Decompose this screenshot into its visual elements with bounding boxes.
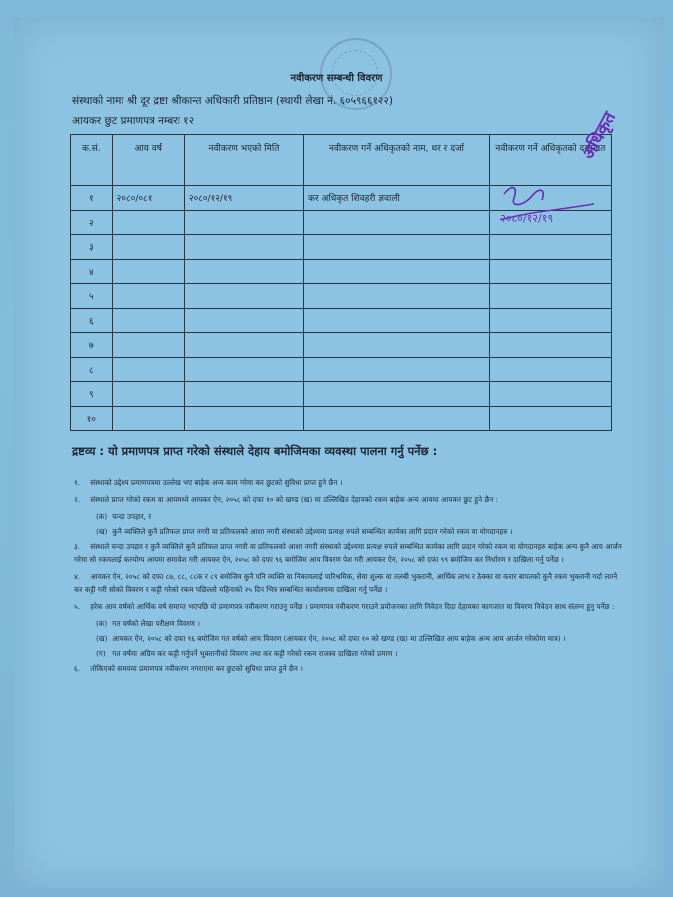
note-item xyxy=(74,493,622,506)
cell-serial: १ xyxy=(71,186,113,211)
certificate-label: आयकर छुट प्रमाणपत्र नम्बरः xyxy=(72,115,180,127)
table-row xyxy=(71,259,612,284)
note-number: (क) xyxy=(96,512,108,521)
header-officer-name: नवीकरण गर्ने अधिकृतको नाम, थर र दर्जा xyxy=(304,135,490,186)
note-number: २. xyxy=(74,495,81,504)
note-text: हरेक आय वर्षको आर्थिक वर्ष समाप्त भएपछि यो प्रमाणपत्र नवीकरण गराउनु पर्नेछ । प्रमाणपत्र नवीकरण गराउने प्रयोजनका लागि निवेदन दिदा देहायका कागजात वा विवरण निवेदन साथ संलग्न हुनु पर्नेछ : xyxy=(90,602,615,611)
cell-serial: ८ xyxy=(71,357,113,382)
note-number: १. xyxy=(74,478,81,487)
cell-signature xyxy=(489,235,611,260)
cell-income-year xyxy=(112,333,184,358)
cell-signature xyxy=(489,284,611,309)
cell-signature xyxy=(489,406,611,431)
note-text: तोकिएको समयमा प्रमाणपत्र नवीकरण नगराएमा कर छुटको सुविधा प्राप्त हुने छैन । xyxy=(90,664,303,673)
note-item xyxy=(74,570,622,596)
cell-officer xyxy=(304,210,490,235)
note-number: ४. xyxy=(74,572,81,581)
cell-renewal-date xyxy=(184,284,303,309)
notes-list xyxy=(74,476,622,679)
signature-stamp-word: अधिकृत xyxy=(578,108,621,163)
note-item xyxy=(74,662,622,675)
cell-renewal-date xyxy=(184,357,303,382)
note-text: आयकर ऐन, २०५८ को दफा ९६ बमोजिम गत वर्षको आय विवरण (आयकर ऐन, २०५८ को दफा १० को खण्ड (ख) मा उल्लिखित आय बाहेक अन्य आय आर्जन गरेकोमा मात्र) । xyxy=(112,634,566,643)
cell-signature xyxy=(489,308,611,333)
cell-renewal-date xyxy=(184,333,303,358)
note-item xyxy=(74,476,622,489)
table-row xyxy=(71,333,612,358)
cell-serial: ९ xyxy=(71,382,113,407)
cell-officer xyxy=(304,406,490,431)
cell-officer xyxy=(304,308,490,333)
table-row xyxy=(71,235,612,260)
cell-officer xyxy=(304,235,490,260)
cell-income-year xyxy=(112,308,184,333)
cell-income-year xyxy=(112,235,184,260)
cell-serial: ३ xyxy=(71,235,113,260)
note-number: ६. xyxy=(74,664,81,673)
cell-renewal-date: २०८०/१२/१९ xyxy=(184,186,303,211)
cell-renewal-date xyxy=(184,308,303,333)
note-text: चन्दा उपहार, र xyxy=(112,512,152,521)
header-renewal-date: नवीकरण भएको मिति xyxy=(184,135,303,186)
note-number: (क) xyxy=(96,619,108,628)
note-sub-item xyxy=(74,617,622,630)
note-item xyxy=(74,540,622,566)
cell-officer xyxy=(304,333,490,358)
cell-signature xyxy=(489,333,611,358)
note-sub-item xyxy=(74,632,622,645)
cell-officer xyxy=(304,259,490,284)
table-row xyxy=(71,382,612,407)
cell-officer xyxy=(304,357,490,382)
note-number: (ख) xyxy=(96,527,108,536)
note-text: आयकर ऐन, २०५८ को दफा ८७, ८८, ८८क र ८९ बमोजिम कुनै पनि व्यक्ति वा निकायलाई पारिश्रमिक, सेवा शुल्क वा तलबी भुक्तानी, आर्थिक लाभ र ठेक्का वा करार बापतको कुनै रकम भुक्तानी गर्दा लाग्ने कर कट्टी गरी सोको विवरण र कट्टी गरेको रकम पछिल्लो महिनाको २५ दिन भित्र सम्बन्धित कार्यालयमा दाखिला गर्नु पर्नेछ । xyxy=(74,572,618,594)
note-text: संस्थाले प्राप्त गरेको रकम वा आयमध्ये आयकर ऐन, २०५८ को दफा १० को खण्ड (ख) मा उल्लिखित देहायको रकम बाहेक अन्य आयमा आयकर छुट हुने छैन : xyxy=(90,495,499,504)
handwritten-signature xyxy=(498,176,618,236)
cell-income-year xyxy=(112,357,184,382)
signature-date: २०८०/१२/१९ xyxy=(500,212,554,225)
cell-serial: १० xyxy=(71,406,113,431)
cell-officer xyxy=(304,284,490,309)
cell-income-year xyxy=(112,284,184,309)
note-number: (ग) xyxy=(96,649,106,658)
cell-serial: ४ xyxy=(71,259,113,284)
table-row xyxy=(71,284,612,309)
note-text: गत वर्षको लेखा परीक्षण विवरण । xyxy=(112,619,200,628)
cell-signature xyxy=(489,259,611,284)
cell-income-year xyxy=(112,259,184,284)
cell-serial: ६ xyxy=(71,308,113,333)
header-serial: क.सं. xyxy=(71,135,113,186)
cell-renewal-date xyxy=(184,210,303,235)
cell-serial: ५ xyxy=(71,284,113,309)
cell-renewal-date xyxy=(184,235,303,260)
organization-name: श्री दूर द्रष्टा श्रीकान्त अधिकारी प्रतिष्ठान (स्थायी लेखा नं. ६०५९६६१२२) xyxy=(126,95,393,107)
header-income-year: आय वर्ष xyxy=(112,135,184,186)
cell-income-year xyxy=(112,406,184,431)
organization-label: संस्थाको नामः xyxy=(72,95,124,107)
note-text: गत वर्षमा अग्रिम कर कट्टी गर्नुपर्ने भुक्तानीको विवरण तथा कर कट्टी गरेको रकम राजस्व दाखिला गरेको प्रमाण । xyxy=(112,649,398,658)
certificate-number: १२ xyxy=(183,115,195,127)
cell-renewal-date xyxy=(184,259,303,284)
note-number: ५. xyxy=(74,602,81,611)
note-sub-item xyxy=(74,647,622,660)
note-sub-item xyxy=(74,510,622,523)
document-title: नवीकरण सम्बन्धी विवरण xyxy=(290,73,383,84)
certificate-number-line xyxy=(72,114,194,128)
note-item xyxy=(74,600,622,613)
note-number: ३. xyxy=(74,542,81,551)
note-number: (ख) xyxy=(96,634,108,643)
organization-line xyxy=(72,94,393,108)
note-text: संस्थाको उद्देश्य प्रमाणपत्रमा उल्लेख भए बाहेक अन्य काम गरेमा कर छुटको सुविधा प्राप्त हुने छैन । xyxy=(90,478,343,487)
cell-officer xyxy=(304,382,490,407)
table-row xyxy=(71,357,612,382)
cell-income-year: २०८०/०८१ xyxy=(112,186,184,211)
header-officer-signature: नवीकरण गर्ने अधिकृतको दस्तखत xyxy=(489,135,611,186)
cell-income-year xyxy=(112,382,184,407)
note-sub-item xyxy=(74,525,622,538)
cell-income-year xyxy=(112,210,184,235)
cell-serial: ७ xyxy=(71,333,113,358)
table-row xyxy=(71,308,612,333)
cell-serial: २ xyxy=(71,210,113,235)
note-text: संस्थाले चन्दा उपहार र कुनै व्यक्तिले कुनै प्रतिफल प्राप्त नगरी वा प्रतिफलको आशा नगरी संस्थाको उद्देश्यमा प्रत्यक्ष रुपले सम्बन्धित कार्यका लागि प्रदान गरेको रकम वा योगदानहरु बाहेक अन्य कुनै आय आर्जन गरेमा सो रकमलाई करयोग्य आयमा समावेश गरी आयकर ऐन, २०५८ को दफा ९६ बमोजिम आय विवरण पेश गरी आयकर ऐन, २०५८ को दफा ९९ बमोजिम कर निर्धारण र दाखिला गर्नु पर्नेछ । xyxy=(74,542,622,564)
note-text: कुनै व्यक्तिले कुनै प्रतिफल प्राप्त नगरी वा प्रतिफलको आशा नगरी संस्थाको उद्देश्यमा प्रत्यक्ष रुपले सम्बन्धित कार्यका लागि प्रदान गरेको रकम वा योगदानहरु । xyxy=(112,527,513,536)
table-row xyxy=(71,406,612,431)
cell-officer: कर अधिकृत शिवहरी ज्ञवाली xyxy=(304,186,490,211)
cell-renewal-date xyxy=(184,382,303,407)
cell-signature xyxy=(489,382,611,407)
cell-renewal-date xyxy=(184,406,303,431)
notes-heading: द्रष्टव्य : यो प्रमाणपत्र प्राप्त गरेको संस्थाले देहाय बमोजिमका व्यवस्था पालना गर्नु पर्नेछ : xyxy=(72,444,438,458)
cell-signature xyxy=(489,357,611,382)
